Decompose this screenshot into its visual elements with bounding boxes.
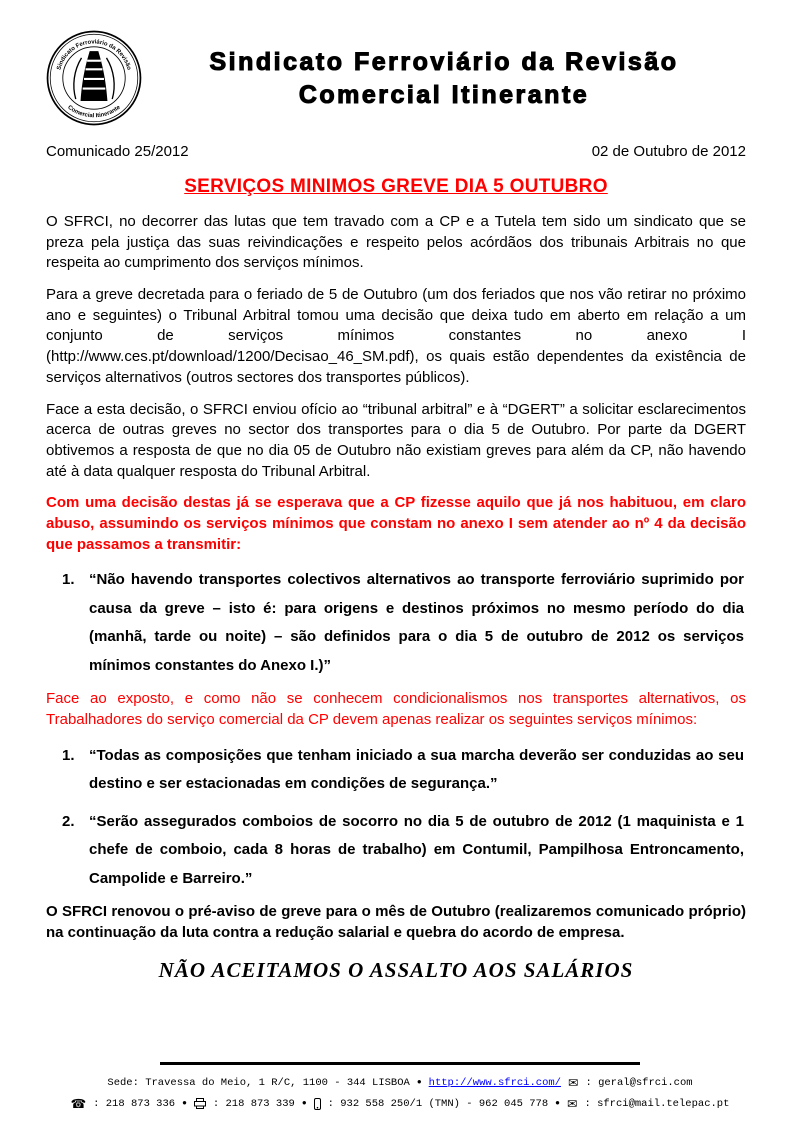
decision-quote-list [46, 566, 746, 680]
phone-icon: ☎ [70, 1095, 87, 1111]
bullet-separator: ● [182, 1098, 187, 1108]
footer-divider [160, 1062, 640, 1065]
list-item-text: “Não havendo transportes colectivos alternativos ao transporte ferroviário suprimido por causa da greve – isto é: para origens e destinos próximos no mesmo período do dia (manhã, tarde ou noite) – são definidos para o dia 5 de outubro de 2012 os serviços mínimos constantes do Anexo I.)” [89, 571, 744, 674]
union-seal-icon [46, 30, 142, 126]
list-item [46, 742, 746, 799]
footer-phone: : 218 873 336 [93, 1097, 176, 1110]
footer-email-general: : geral@sfrci.com [585, 1077, 693, 1090]
document-header [46, 30, 746, 131]
paragraph-tribunal-decision: Para a greve decretada para o feriado de 5 de Outubro (um dos feriados que nos vão retirar no próximo ano e seguintes) o Tribunal Arbitral tomou uma decisão que deixa tudo em aberto em relação a um conjunto de serviços mínimos constantes no anexo I (http://www.ces.pt/download/1200/Decisao_46_SM.pdf), os quais estão dependentes da existência de serviços alternativos (outros sectores dos transportes públicos). [46, 286, 746, 386]
list-item [46, 566, 746, 680]
list-item-text: “Serão assegurados comboios de socorro no dia 5 de outubro de 2012 (1 maquinista e 1 chefe de comboio, cada 8 horas de trabalho) em Contumil, Pampilhosa Entroncamento, Campolide e Barreiro.” [89, 812, 744, 887]
list-item-number: 1. [62, 571, 75, 589]
meta-row [46, 143, 746, 160]
website-link[interactable]: http://www.sfrci.com/ [428, 1077, 561, 1090]
footer-email-telepac: : sfrci@mail.telepac.pt [584, 1097, 730, 1110]
org-title-line1: Sindicato Ferroviário da Revisão [209, 48, 679, 76]
email-icon: ✉ [567, 1075, 579, 1090]
paragraph-closing: O SFRCI renovou o pré-aviso de greve para o mês de Outubro (realizaremos comunicado próprio) na continuação da luta contra a redução salarial e quebra do acordo de empresa. [46, 903, 746, 941]
logo-arc-bottom-text: Comercial Itinerante [66, 104, 122, 120]
mobile-phone-icon [314, 1098, 321, 1110]
document-footer [0, 1062, 800, 1118]
union-logo [46, 30, 142, 131]
paragraph-red-warning: Com uma decisão destas já se esperava que a CP fizesse aquilo que já nos habituou, em claro abuso, assumindo os serviços mínimos que constam no anexo I sem atender ao nº 4 da decisão que passamos a transmitir: [46, 494, 746, 553]
bullet-separator: ● [555, 1098, 560, 1108]
list-item-number: 2. [62, 812, 75, 830]
page-title [142, 30, 746, 111]
footer-fax: : 218 873 339 [212, 1097, 295, 1110]
comunicado-number: Comunicado 25/2012 [46, 143, 189, 160]
main-heading: SERVIÇOS MINIMOS GREVE DIA 5 OUTUBRO [184, 176, 608, 197]
minimum-services-list [46, 742, 746, 894]
footer-address: Sede: Travessa do Meio, 1 R/C, 1100 - 344 LISBOA [107, 1077, 410, 1090]
fax-icon [194, 1098, 206, 1109]
footer-mobile: : 932 558 250/1 (TMN) - 962 045 778 [327, 1097, 549, 1110]
logo-arc-top-text: Sindicato Ferroviário da Revisão [56, 39, 132, 71]
document-date: 02 de Outubro de 2012 [591, 143, 746, 160]
paragraph-red-instruction: Face ao exposto, e como não se conhecem condicionalismos nos transportes alternativos, os Trabalhadores do serviço comercial da CP devem apenas realizar os seguintes serviços mínimos: [46, 690, 746, 728]
list-item [46, 808, 746, 894]
list-item-text: “Todas as composições que tenham iniciado a sua marcha deverão ser conduzidas ao seu destino e ser estacionadas em condições de segurança.” [89, 746, 744, 793]
paragraph-intro: O SFRCI, no decorrer das lutas que tem travado com a CP e a Tutela tem sido um sindicato que se preza pela justiça das suas reivindicações e respeito pelos acórdãos dos tribunais Arbitrais no que respeita ao cumprimento dos serviços mínimos. [46, 213, 746, 272]
org-title-line2: Comercial Itinerante [298, 80, 590, 109]
list-item-number: 1. [62, 746, 75, 764]
footer-line-address [0, 1077, 800, 1090]
slogan: NÃO ACEITAMOS O ASSALTO AOS SALÁRIOS [158, 957, 634, 982]
bullet-separator: ● [301, 1098, 307, 1108]
footer-line-contacts [0, 1095, 800, 1111]
paragraph-dgert: Face a esta decisão, o SFRCI enviou ofício ao “tribunal arbitral” e à “DGERT” a solicitar esclarecimentos acerca de outras greves no sector dos transportes para o dia 5 de Outubro. Por parte da DGERT obtivemos a resposta de que no dia 05 de Outubro não existiam greves para além da CP, não havendo até à data qualquer resposta do Tribunal Arbitral. [46, 400, 746, 480]
email-icon: ✉ [566, 1095, 578, 1111]
bullet-separator: ● [416, 1078, 422, 1088]
